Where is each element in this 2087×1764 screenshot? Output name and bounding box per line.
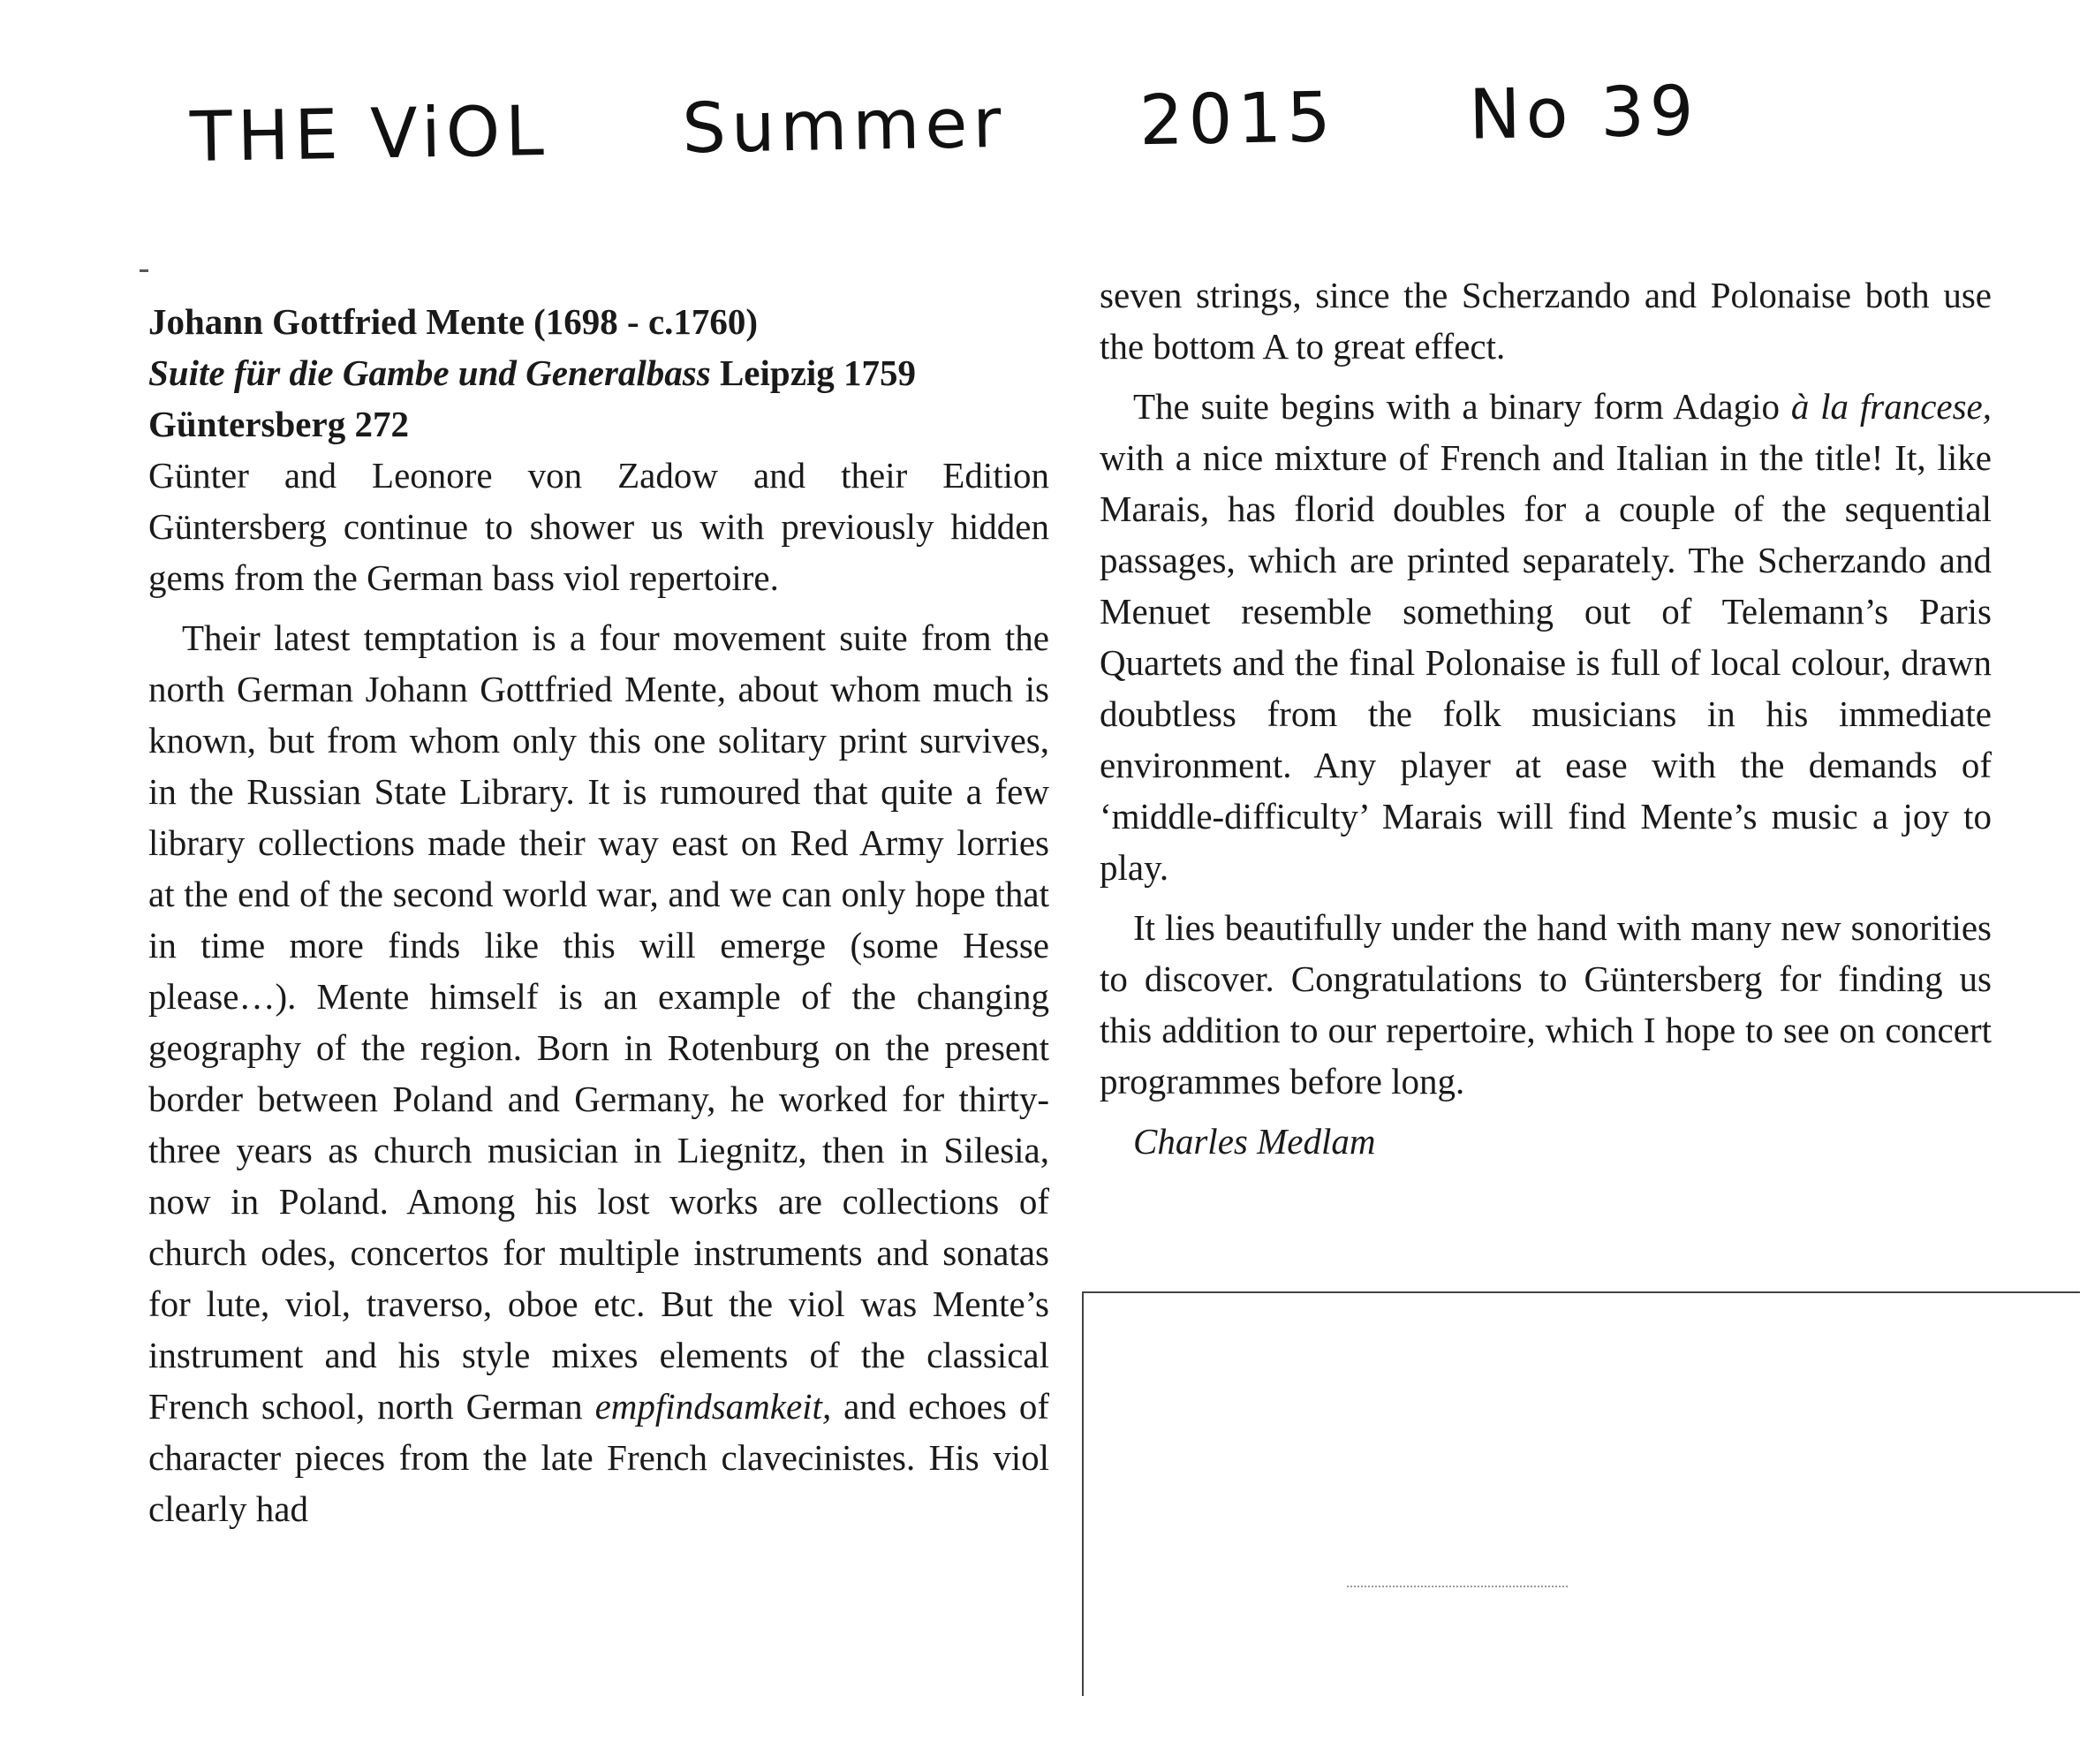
scan-speck — [1347, 1586, 1568, 1587]
box-top-border — [1082, 1291, 2080, 1293]
publisher: Güntersberg 272 — [148, 404, 409, 444]
place-year: Leipzig 1759 — [719, 352, 917, 393]
handwritten-year: 2015 — [1138, 78, 1337, 162]
paragraph-2 — [148, 612, 1049, 1534]
composer-line: Johann Gottfried Mente (1698 - c.1760) — [148, 301, 759, 342]
paragraph-2-tail: and echoes of character pieces from the late French clavecinistes. His viol clearly had — [148, 1386, 1049, 1529]
left-column — [148, 296, 1049, 1543]
paragraph-3-italic: à la francese, — [1790, 386, 1992, 427]
right-column — [1100, 269, 1992, 1167]
work-heading — [148, 347, 1049, 398]
handwritten-season: Summer — [681, 83, 1008, 170]
paragraph-2-continued: seven strings, since the Scherzando and Polonaise both use the bottom A to great effect. — [1100, 275, 1992, 367]
paragraph-2-text: Their latest temptation is a four movement suite from the north German Johann Gottfried Mente, about whom much is known, but from whom only this one solitary print survives, in the Russian State Library. It is rumoured that quite a few library collections made their way east on Red Army lorries at the end of the second world war, and we can only hope that in time more finds like this will emerge (some Hesse please…). Mente himself is an example of the changing geography of the region. Born in Rotenburg on the present border between Poland and Germany, he worked for thirty-three years as church musician in Liegnitz, then in Silesia, now in Poland. Among his lost works are collections of church odes, concertos for multiple instruments and sonatas for lute, viol, traverso, oboe etc. But the viol was Mente’s instrument and his style mixes elements of the classical French school, north German — [148, 617, 1049, 1427]
paragraph-2-italic: empfindsamkeit, — [594, 1386, 832, 1427]
work-title: Suite für die Gambe und Generalbass — [148, 352, 711, 393]
handwritten-header — [189, 70, 1805, 178]
paragraph-3-text-a: The suite begins with a binary form Adagio — [1133, 386, 1791, 427]
box-left-border — [1082, 1291, 1084, 1696]
paragraph-3 — [1100, 381, 1992, 893]
scan-mark — [140, 269, 148, 272]
paragraph-4: It lies beautifully under the hand with many new sonorities to discover. Congratulations to Güntersberg for finding us this addition to our repertoire, which I hope to see on concert programmes before long. — [1100, 907, 1992, 1102]
paragraph-3-text-b: with a nice mixture of French and Italian in the title! It, like Marais, has florid doubles for a couple of the sequential passages, which are printed separately. The Scherzando and Menuet resemble something out of Telemann’s Paris Quartets and the final Polonaise is full of local colour, drawn doubtless from the folk musicians in his immediate environment. Any player at ease with the demands of ‘middle-difficulty’ Marais will find Mente’s music a joy to play. — [1100, 437, 1992, 888]
signature: Charles Medlam — [1133, 1121, 1376, 1162]
handwritten-issue: No 39 — [1468, 72, 1700, 155]
paragraph-1: Günter and Leonore von Zadow and their Edition Güntersberg continue to shower us with previously hidden gems from the German bass viol repertoire. — [148, 455, 1049, 598]
handwritten-title: THE ViOL — [189, 91, 550, 178]
